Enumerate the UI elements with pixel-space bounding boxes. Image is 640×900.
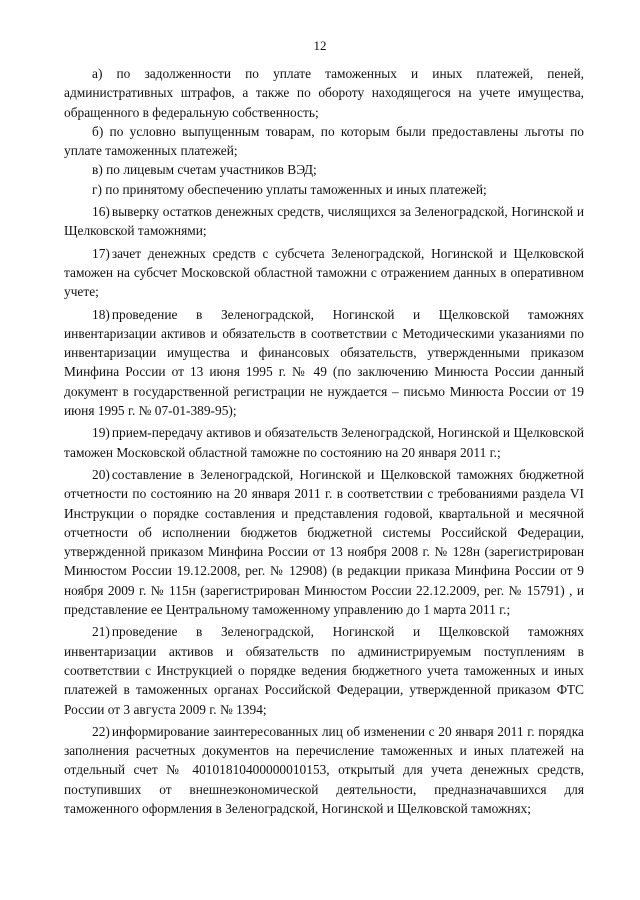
paragraph-text: информирование заинтересованных лиц об изменении с 20 января 2011 г. порядка заполнения расчетных документов на перечисление таможенных и иных платежей на отдельный счет № 40101810400000010153, открытый для учета денежных средств, поступивших от внешнеэкономической деятельности, предназначавшихся для таможенного оформления в Зеленоградской, Ногинской и Щелковской таможнях;: [64, 723, 584, 816]
paragraph-number: 16): [92, 204, 110, 220]
paragraph-text: составление в Зеленоградской, Ногинской и Щелковской таможнях бюджетной отчетности по состоянию на 20 января 2011 г. в соответствии с требованиями раздела VI Инструкции о порядке составления и представления годовой, квартальной и месячной отчетности об исполнении бюджетов бюджетной системы Российской Федерации, утвержденной приказом Минфина России от 13 ноября 2008 г. № 128н (зарегистрирован Минюстом России 19.12.2008, рег. № 12908) (в редакции приказа Минфина России от 9 ноября 2009 г. № 115н (зарегистрирован Минюстом России 22.12.2009, рег. № 15791) , и представление ее Центральному таможенному управлению до 1 марта 2011 г.;: [64, 466, 584, 618]
paragraph-item-21: [64, 622, 584, 718]
paragraph-item-18: [64, 305, 584, 421]
paragraph-item-b: [64, 122, 584, 161]
paragraph-text: выверку остатков денежных средств, числящихся за Зеленоградской, Ногинской и Щелковской таможнями;: [64, 204, 584, 239]
paragraph-item-v: [64, 160, 584, 179]
paragraph-number: 19): [92, 425, 110, 441]
paragraph-text: прием-передачу активов и обязательств Зеленоградской, Ногинской и Щелковской таможен Московской областной таможне по состоянию на 20 января 2011 г.;: [64, 425, 584, 460]
paragraph-number: 21): [92, 624, 110, 640]
document-body: [64, 64, 584, 818]
paragraph-item-16: [64, 202, 584, 241]
paragraph-text: а) по задолженности по уплате таможенных и иных платежей, пеней, административных штрафов, а также по обороту находящегося на учете имущества, обращенного в федеральную собственность;: [64, 66, 584, 120]
paragraph-number: 17): [92, 245, 110, 261]
paragraph-item-19: [64, 423, 584, 462]
paragraph-text: б) по условно выпущенным товарам, по которым были предоставлены льготы по уплате таможенных платежей;: [64, 123, 584, 159]
paragraph-text: зачет денежных средств с субсчета Зеленоградской, Ногинской и Щелковской таможен на субсчет Московской областной таможни с отражением данных в оперативном учете;: [64, 245, 584, 300]
paragraph-item-20: [64, 465, 584, 619]
paragraph-item-22: [64, 722, 584, 818]
paragraph-text: проведение в Зеленоградской, Ногинской и Щелковской таможнях инвентаризации активов и обязательств в соответствии с Методическими указаниями по инвентаризации имущества и финансовых обязательств, утвержденными приказом Минфина России от 13 июня 1995 г. № 49 (по заключению Минюста России данный документ в государственной регистрации не нуждается – письмо Минюста России от 19 июня 1995 г. № 07-01-389-95);: [64, 306, 584, 419]
paragraph-item-17: [64, 244, 584, 302]
paragraph-number: 20): [92, 466, 110, 482]
paragraph-text: в) по лицевым счетам участников ВЭД;: [92, 162, 317, 178]
paragraph-number: 18): [92, 306, 110, 322]
paragraph-item-g: [64, 180, 584, 199]
paragraph-item-a: [64, 64, 584, 122]
paragraph-text: г) по принятому обеспечению уплаты таможенных и иных платежей;: [92, 181, 487, 197]
page-number: 12: [313, 38, 327, 53]
paragraph-number: 22): [92, 723, 110, 739]
paragraph-text: проведение в Зеленоградской, Ногинской и Щелковской таможнях инвентаризации активов и обязательств по администрируемым поступлениям в соответствии с Инструкцией о порядке ведения бюджетного учета таможенных и иных платежей в таможенных органах Российской Федерации, утвержденной приказом ФТС России от 3 августа 2009 г. № 1394;: [64, 624, 584, 717]
